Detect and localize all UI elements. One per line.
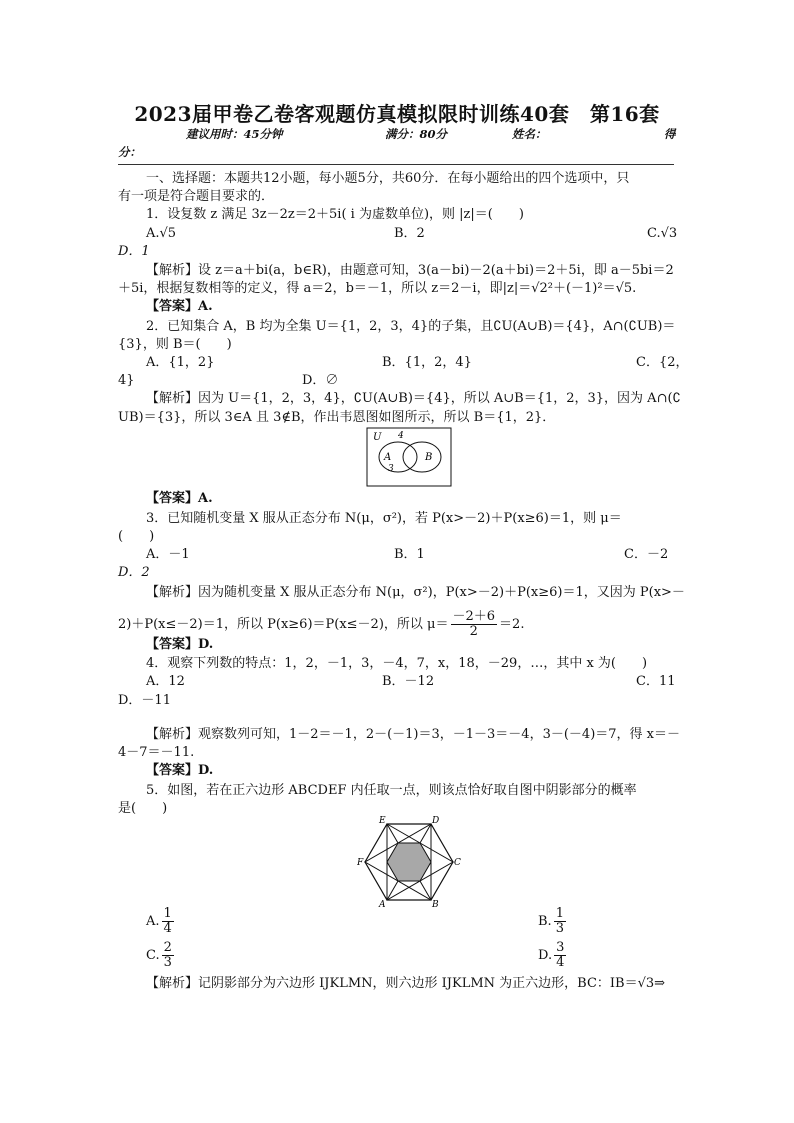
q2-option-d: D．∅	[302, 373, 339, 388]
q5-option-a	[146, 907, 176, 936]
header-divider	[118, 164, 674, 165]
venn-label-u: U	[373, 432, 382, 443]
q5-option-b-fraction	[554, 907, 566, 936]
q5-option-a-num: 1	[163, 906, 172, 921]
q4-option-b: B．－12	[382, 674, 435, 689]
q3-analysis	[118, 610, 524, 639]
q3-option-b: B．1	[394, 547, 425, 562]
q5-option-c	[146, 941, 176, 970]
hex-label-d: D	[432, 816, 440, 826]
q5-option-a-fraction	[162, 907, 174, 936]
q1-answer: 【答案】A.	[146, 299, 213, 314]
q1-option-b: B．2	[394, 226, 425, 241]
question-4-stem: 4．观察下列数的特点：1，2，－1，3，－4，7，x，18，－29，…，其中 x 为( )	[146, 656, 648, 671]
question-3-stem: 3．已知随机变量 X 服从正态分布 N(μ，σ²)，若 P(x>－2)＋P(x≥6)＝1，则 μ＝	[146, 511, 622, 526]
q5-option-a-den: 4	[163, 921, 172, 936]
hex-label-c: C	[454, 858, 461, 868]
q4-option-d: D．－11	[118, 693, 171, 708]
q1-option-d: D．1	[118, 244, 150, 259]
shaded-inner-hexagon	[387, 843, 431, 881]
q5-option-d-den: 4	[556, 955, 565, 970]
q2-option-c-cont: 4}	[118, 373, 135, 388]
q1-option-c: C.√3	[647, 226, 678, 241]
score-label-cont: 分：	[118, 145, 141, 159]
q4-option-c: C．11	[636, 674, 676, 689]
q5-option-d	[538, 941, 568, 970]
q5-option-b-num: 1	[555, 906, 564, 921]
q5-option-a-letter: A.	[146, 914, 160, 929]
q5-option-c-letter: C.	[146, 948, 160, 963]
q4-analysis: 【解析】观察数列可知，1－2＝－1，2－(－1)＝3，－1－3＝－4，3－(－4)＝7，得 x＝－	[146, 727, 681, 742]
q2-option-b: B．{1，2，4}	[382, 355, 472, 370]
q5-analysis: 【解析】记阴影部分为六边形 IJKLMN，则六边形 IJKLMN 为正六边形，BC：IB＝√3⇒	[146, 976, 666, 991]
q5-option-d-fraction	[554, 941, 566, 970]
hex-label-f: F	[357, 858, 364, 868]
q2-option-c: C．{2，	[636, 355, 689, 370]
q5-option-c-num: 2	[163, 940, 172, 955]
q1-analysis: ＋5i，根据复数相等的定义，得 a＝2，b＝－1，所以 z＝2－i，即|z|＝√2²＋(－1)²＝√5.	[118, 281, 637, 296]
venn-diagram	[366, 427, 452, 487]
score-label: 得	[664, 127, 676, 141]
name-label: 姓名：	[512, 127, 547, 141]
q5-option-b	[538, 907, 568, 936]
full-score-label: 满分：80分	[385, 127, 448, 141]
q3-option-d: D．2	[118, 565, 150, 580]
question-5-stem: 5．如图，若在正六边形 ABCDEF 内任取一点，则该点恰好取自图中阴影部分的概率	[146, 783, 637, 798]
q3-analysis-text: 2)＋P(x≤－2)＝1，所以 P(x≥6)＝P(x≤－2)，所以 μ＝	[118, 617, 449, 632]
page-title: 2023届甲卷乙卷客观题仿真模拟限时训练40套 第16套	[134, 102, 660, 126]
q3-fraction	[451, 610, 498, 639]
q5-option-d-num: 3	[556, 940, 565, 955]
question-1-stem: 1．设复数 z 满足 3z－2z＝2＋5i( i 为虚数单位)，则 |z|＝( )	[146, 207, 524, 222]
q3-option-c: C．－2	[624, 547, 669, 562]
q3-answer: 【答案】D.	[146, 637, 214, 652]
venn-label-3: 3	[388, 464, 394, 474]
question-2-stem: 2．已知集合 A，B 均为全集 U＝{1，2，3，4}的子集，且∁U(A∪B)＝{4}，A∩(∁UB)＝	[146, 319, 676, 334]
q4-answer: 【答案】D.	[146, 763, 214, 778]
intro-line: 一、选择题：本题共12小题，每小题5分，共60分．在每小题给出的四个选项中，只	[146, 171, 630, 186]
q3-analysis: 【解析】因为随机变量 X 服从正态分布 N(μ，σ²)，P(x>－2)＋P(x≥6)＝1，又因为 P(x>－	[146, 585, 685, 600]
q2-analysis: 【解析】因为 U＝{1，2，3，4}，∁U(A∪B)＝{4}，所以 A∪B＝{1，2，3}，因为 A∩(∁	[146, 391, 681, 406]
q4-option-a: A．12	[146, 674, 185, 689]
venn-label-a: A	[384, 452, 392, 463]
time-label: 建议用时：45分钟	[186, 127, 283, 141]
q5-option-c-den: 3	[163, 955, 172, 970]
hex-label-b: B	[432, 900, 439, 908]
hex-label-e: E	[379, 816, 386, 826]
hex-label-a: A	[379, 900, 386, 908]
q2-option-a: A．{1，2}	[146, 355, 215, 370]
q2-answer: 【答案】A.	[146, 491, 213, 506]
q5-option-d-letter: D.	[538, 948, 553, 963]
venn-label-b: B	[425, 452, 433, 463]
venn-label-4: 4	[398, 431, 404, 441]
q2-analysis: UB)＝{3}，所以 3∈A 且 3∉B，作出韦恩图如图所示，所以 B＝{1，2}．	[118, 410, 556, 425]
q5-option-b-den: 3	[555, 921, 564, 936]
venn-set-b	[403, 442, 441, 472]
q3-fraction-denominator: 2	[469, 624, 478, 639]
q3-option-a: A．－1	[146, 547, 190, 562]
question-2-stem: {3}，则 B＝( )	[118, 337, 232, 352]
question-5-stem: 是( )	[118, 801, 168, 816]
q5-option-c-fraction	[162, 941, 174, 970]
q1-option-a: A.√5	[146, 226, 177, 241]
question-3-stem: ( )	[118, 529, 155, 544]
q1-analysis: 【解析】设 z＝a＋bi(a，b∈R)，由题意可知，3(a－bi)－2(a＋bi)＝2＋5i，即 a－5bi＝2	[146, 263, 674, 278]
intro-line: 有一项是符合题目要求的．	[118, 189, 275, 204]
q3-analysis-result: ＝2.	[499, 617, 525, 632]
hexagon-figure	[357, 814, 463, 908]
q5-option-b-letter: B.	[538, 914, 552, 929]
q4-analysis: 4－7＝－11.	[118, 745, 195, 760]
q3-fraction-numerator: －2＋6	[452, 609, 496, 624]
